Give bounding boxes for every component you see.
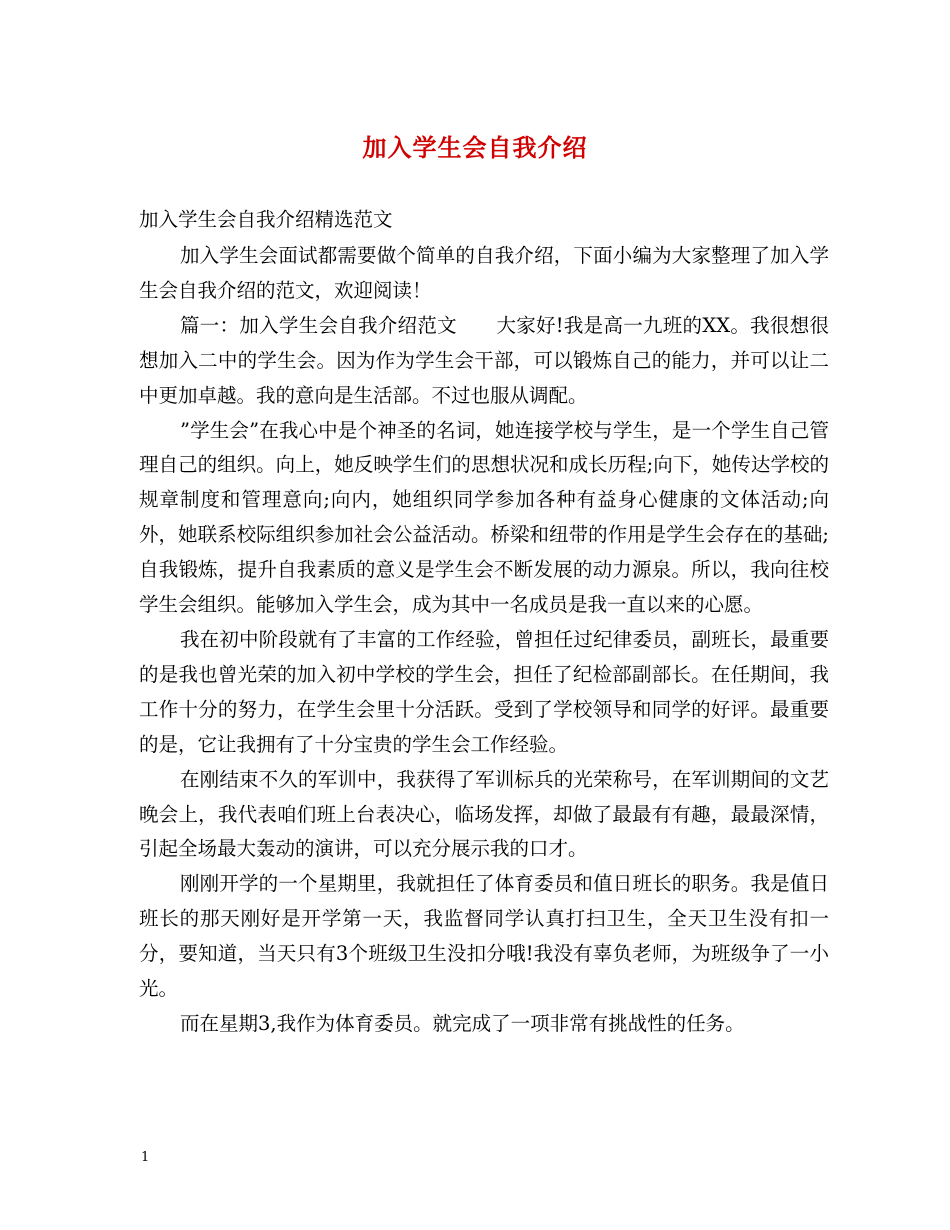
document-title: 加入学生会自我介绍 bbox=[362, 133, 588, 162]
document-subtitle: 加入学生会自我介绍精选范文 bbox=[139, 208, 393, 231]
paragraph: 我在初中阶段就有了丰富的工作经验，曾担任过纪律委员，副班长，最重要的是我也曾光荣的加入初中学校的学生会，担任了纪检部副部长。在任期间，我工作十分的努力，在学生会里十分活跃。受到了学校领导和同学的好评。最重要的是，它让我拥有了十分宝贵的学生会工作经验。 bbox=[139, 627, 829, 756]
paragraph: 刚刚开学的一个星期里，我就担任了体育委员和值日班长的职务。我是值日班长的那天刚好是开学第一天，我监督同学认真打扫卫生，全天卫生没有扣一分，要知道，当天只有3个班级卫生没扣分哦!我没有辜负老师，为班级争了一小光。 bbox=[139, 872, 829, 1001]
paragraph: 在刚结束不久的军训中，我获得了军训标兵的光荣称号，在军训期间的文艺晚会上，我代表咱们班上台表决心，临场发挥，却做了最最有有趣，最最深情，引起全场最大轰动的演讲，可以充分展示我的口才。 bbox=[139, 767, 829, 861]
paragraph: 而在星期3,我作为体育委员。就完成了一项非常有挑战性的任务。 bbox=[180, 1011, 745, 1035]
paragraph: 加入学生会面试都需要做个简单的自我介绍，下面小编为大家整理了加入学生会自我介绍的范文，欢迎阅读！ bbox=[139, 244, 829, 302]
paragraph: 篇一：加入学生会自我介绍范文 大家好!我是高一九班的XX。我很想很想加入二中的学生会。因为作为学生会干部，可以锻炼自己的能力，并可以让二中更加卓越。我的意向是生活部。不过也服从调配。 bbox=[139, 313, 829, 407]
page-number: 1 bbox=[141, 1150, 150, 1165]
paragraph: ”学生会”在我心中是个神圣的名词，她连接学校与学生，是一个学生自己管理自己的组织。向上，她反映学生们的思想状况和成长历程;向下，她传达学校的规章制度和管理意向;向内，她组织同学参加各种有益身心健康的文体活动;向外，她联系校际组织参加社会公益活动。桥梁和纽带的作用是学生会存在的基础;自我锻炼，提升自我素质的意义是学生会不断发展的动力源泉。所以，我向往校学生会组织。能够加入学生会，成为其中一名成员是我一直以来的心愿。 bbox=[139, 418, 829, 617]
document-body bbox=[139, 239, 829, 1042]
